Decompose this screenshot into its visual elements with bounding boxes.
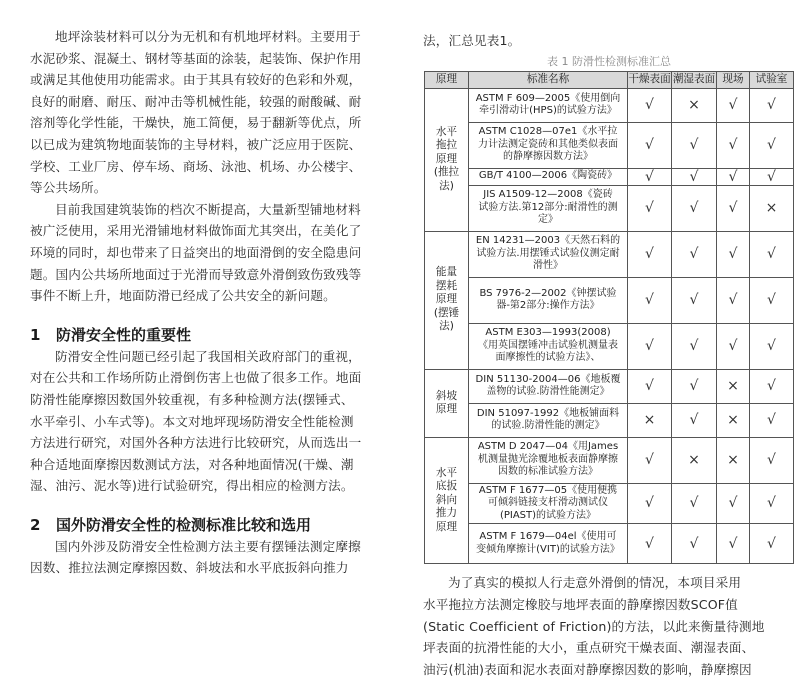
table-row <box>425 168 794 185</box>
wet-surface-mark: √ <box>672 185 717 231</box>
section-title: 防滑安全性的重要性 <box>56 325 192 344</box>
text-line: 环境的同时，却也带来了日益突出的地面滑倒的安全隐患问 <box>30 244 362 260</box>
principle-text: 拖拉 <box>435 139 458 152</box>
principle-text: 斜向 <box>435 493 458 506</box>
paragraph-test-methods <box>30 536 398 579</box>
standard-name-line: DIN 51097-1992《地板铺面料 <box>476 407 620 419</box>
text-line: 题。国内公共场所地面过于光滑而导致意外滑倒致伤致残等 <box>30 266 362 282</box>
text-line: 学校、工业厂房、停车场、商场、泳池、机场、办公楼宇、 <box>30 158 362 174</box>
text-line: 被广泛使用，采用光滑铺地材料做饰面尤其突出，在美化了 <box>30 223 362 239</box>
table-row <box>425 277 794 323</box>
standard-name-line: 因数的标准试验方法》 <box>498 466 598 478</box>
standard-name-cell <box>469 524 628 564</box>
principle-text: 推力 <box>435 507 458 520</box>
header-laboratory: 试验室 <box>750 71 794 88</box>
laboratory-mark: √ <box>750 437 794 483</box>
table-row <box>425 122 794 168</box>
wet-surface-mark: √ <box>672 122 717 168</box>
text-line: 国内外涉及防滑安全性检测方法主要有摆锤法测定摩擦 <box>55 538 361 554</box>
standard-name-line: ASTM F 1679—04el《使用可 <box>479 531 617 543</box>
laboratory-mark: √ <box>750 277 794 323</box>
laboratory-mark: √ <box>750 369 794 403</box>
laboratory-mark: √ <box>750 323 794 369</box>
standard-name-line: 面摩擦性的试验方法》、 <box>495 352 601 364</box>
text-line: 对在公共和工作场所防止滑倒伤害上也做了很多工作。地面 <box>30 370 362 386</box>
wet-surface-mark: √ <box>672 277 717 323</box>
principle-text: 原理 <box>435 152 458 165</box>
principle-cell <box>425 369 469 437</box>
header-dry-surface: 干燥表面 <box>628 71 672 88</box>
wet-surface-mark: × <box>672 437 717 483</box>
text-line: 或满足其他使用功能需求。由于其具有较好的色彩和外观， <box>30 72 362 88</box>
dry-surface-mark: × <box>628 403 672 437</box>
standard-name-line: 定》 <box>538 214 558 226</box>
text-line: 地坪涂装材料可以分为无机和有机地坪材料。主要用于 <box>55 29 361 44</box>
laboratory-mark: √ <box>750 168 794 185</box>
standard-name-cell <box>469 323 628 369</box>
standard-name-line: 的试验.防滑性能的测定》 <box>491 420 605 432</box>
dry-surface-mark: √ <box>628 231 672 277</box>
standard-name-line: 器-第2部分:操作方法》 <box>496 300 600 312</box>
standard-name-line: GB/T 4100—2006《陶瓷砖》 <box>478 170 618 182</box>
table-row <box>425 369 794 403</box>
on-site-mark: √ <box>717 88 750 122</box>
principle-text: 斜坡 <box>435 389 458 402</box>
section-2-heading <box>30 514 398 536</box>
dry-surface-mark: √ <box>628 369 672 403</box>
dry-surface-mark: √ <box>628 277 672 323</box>
laboratory-mark: √ <box>750 403 794 437</box>
text-line: 以已成为建筑物地面装饰的主导材料，被广泛应用于医院、 <box>30 136 362 152</box>
standard-name-line: 滑性》 <box>533 260 563 272</box>
on-site-mark: √ <box>717 277 750 323</box>
laboratory-mark: √ <box>750 483 794 524</box>
principle-text: 原理 <box>435 520 458 533</box>
standard-name-line: EN 14231—2003《天然石料的 <box>475 235 621 247</box>
table-row <box>425 323 794 369</box>
principle-text: 原理 <box>435 403 458 416</box>
text-line: 目前我国建筑装饰的档次不断提高，大量新型铺地材料 <box>55 201 361 217</box>
text-line: 湿、油污、泥水等)进行试验研究，得出相应的检测方法。 <box>30 478 354 494</box>
standard-name-cell <box>469 437 628 483</box>
header-on-site: 现场 <box>717 71 750 88</box>
standard-name-line: 《用英国摆锤冲击试验机测量表 <box>478 339 618 351</box>
header-wet-surface: 潮湿表面 <box>672 71 717 88</box>
standard-name-line: JIS A1509-12—2008《瓷砖 <box>483 189 613 201</box>
laboratory-mark: √ <box>750 231 794 277</box>
left-column <box>30 0 398 579</box>
standard-name-cell <box>469 122 628 168</box>
table-row <box>425 483 794 524</box>
wet-surface-mark: √ <box>672 483 717 524</box>
principle-text: 水平 <box>435 125 458 138</box>
on-site-mark: √ <box>717 483 750 524</box>
paragraph-method-choice <box>423 572 795 680</box>
on-site-mark: × <box>717 437 750 483</box>
standard-name-line: 的静摩擦因数方法》 <box>503 151 593 163</box>
dry-surface-mark: √ <box>628 524 672 564</box>
dry-surface-mark: √ <box>628 88 672 122</box>
text-line: 种合适地面摩擦因数测试方法，对各种地面情况(干燥、潮 <box>30 456 354 472</box>
text-line: 良好的耐磨、耐压、耐冲击等机械性能，较强的耐酸碱、耐 <box>30 93 362 109</box>
table-header-row <box>425 71 794 88</box>
standard-name-line: ASTM F 1677—05《使用便携 <box>478 484 618 496</box>
principle-text: (推拉法) <box>433 166 460 192</box>
on-site-mark: √ <box>717 524 750 564</box>
standard-name-line: 牵引滑动计(HPS)的试验方法》 <box>479 105 617 117</box>
laboratory-mark: √ <box>750 122 794 168</box>
header-standard-name: 标准名称 <box>469 71 628 88</box>
dry-surface-mark: √ <box>628 323 672 369</box>
principle-text: (摆锤法) <box>433 306 460 333</box>
text-line: 为了真实的模拟人行走意外滑倒的情况，本项目采用 <box>448 575 742 591</box>
on-site-mark: × <box>717 403 750 437</box>
text-line: 因数、推拉法测定摩擦因数、斜坡法和水平底扳斜向推力 <box>30 560 349 576</box>
table-row <box>425 403 794 437</box>
text-line: 水泥砂浆、混凝土、钢材等基面的涂装，起装饰、保护作用 <box>30 50 362 66</box>
standard-name-line: ASTM C1028—07e1《水平拉 <box>478 126 618 138</box>
wet-surface-mark: √ <box>672 403 717 437</box>
standard-name-line: 机测量抛光涂覆地板表面静摩擦 <box>478 453 618 465</box>
standard-name-line: DIN 51130-2004—06《地板覆 <box>475 373 621 385</box>
on-site-mark: √ <box>717 231 750 277</box>
standard-name-line: 力计法测定瓷砖和其他类似表面 <box>478 138 618 150</box>
dry-surface-mark: √ <box>628 483 672 524</box>
standard-name-cell <box>469 403 628 437</box>
standard-name-line: 试验方法.第12部分:耐滑性的测 <box>478 201 618 213</box>
standard-name-line: (PIAST)的试验方法》 <box>499 509 597 521</box>
section-title: 国外防滑安全性的检测标准比较和选用 <box>56 515 312 534</box>
principle-cell <box>425 231 469 369</box>
standard-name-line: BS 7976-2—2002《钟摆试验 <box>479 287 617 299</box>
on-site-mark: √ <box>717 168 750 185</box>
dry-surface-mark: √ <box>628 437 672 483</box>
text-line: 油污(机油)表面和泥水表面对静摩擦因数的影响，静摩擦因 <box>423 661 752 677</box>
table-caption: 表 1 防滑性检测标准汇总 <box>547 54 671 68</box>
wet-surface-mark: √ <box>672 168 717 185</box>
continuation-line: 法，汇总见表1。 <box>423 33 521 48</box>
paragraph-floor-coating <box>30 26 398 199</box>
text-line: 水平拖拉方法测定橡胶与地坪表面的静摩擦因数SCOF值 <box>423 596 738 612</box>
right-column <box>423 0 795 680</box>
standard-name-line: 盖物的试验.防滑性能测定》 <box>486 386 610 398</box>
table-row <box>425 231 794 277</box>
standard-name-cell <box>469 88 628 122</box>
text-line: (Static Coefficient of Friction)的方法，以此来衡量待测地 <box>423 618 765 634</box>
standard-name-line: ASTM D 2047—04《用James <box>477 441 619 453</box>
standard-name-cell <box>469 231 628 277</box>
text-line: 防滑安全性问题已经引起了我国相关政府部门的重视， <box>55 348 361 364</box>
text-line: 溶剂等化学性能，干燥快，施工简便，易于翻新等优点，所 <box>30 115 362 131</box>
standard-name-line: 可倾斜链接支杆滑动测试仪 <box>488 497 608 509</box>
text-line: 防滑性能摩擦因数国外较重视，有多种检测方法(摆锤式、 <box>30 391 354 407</box>
standard-name-line: 变倾角摩擦计(VIT)的试验方法》 <box>476 543 620 555</box>
standard-name-line: ASTM F 609—2005《使用倒向 <box>475 92 621 104</box>
on-site-mark: √ <box>717 122 750 168</box>
laboratory-mark: √ <box>750 524 794 564</box>
on-site-mark: √ <box>717 323 750 369</box>
standard-name-line: 试验方法.用摆锤式试验仪测定耐 <box>476 247 620 259</box>
principle-text: 水平 <box>435 466 458 479</box>
text-line: 水平牵引、小车式等)。本文对地坪现场防滑安全性能检测 <box>30 413 354 429</box>
standard-name-line: ASTM E303—1993(2008) <box>485 327 611 339</box>
paragraph-importance <box>30 346 398 497</box>
table-row <box>425 185 794 231</box>
dry-surface-mark: √ <box>628 168 672 185</box>
text-line: 事件不断上升，地面防滑已经成了公共安全的新问题。 <box>30 288 336 304</box>
standards-table <box>424 71 794 565</box>
standard-name-cell <box>469 277 628 323</box>
principle-cell <box>425 88 469 231</box>
section-1-heading <box>30 324 398 346</box>
wet-surface-mark: √ <box>672 231 717 277</box>
section-number: 1 <box>30 325 41 344</box>
wet-surface-mark: √ <box>672 524 717 564</box>
principle-text: 底扳 <box>435 480 458 493</box>
on-site-mark: × <box>717 369 750 403</box>
standard-name-cell <box>469 369 628 403</box>
table-row <box>425 524 794 564</box>
dry-surface-mark: √ <box>628 122 672 168</box>
principle-text: 原理 <box>435 293 458 306</box>
section-number: 2 <box>30 515 41 534</box>
text-line: 坪表面的抗滑性能的大小，重点研究干燥表面、潮湿表面、 <box>423 640 755 656</box>
laboratory-mark: × <box>750 185 794 231</box>
principle-cell <box>425 437 469 564</box>
standard-name-cell <box>469 185 628 231</box>
paragraph-antislip-problem <box>30 199 398 307</box>
text-line: 方法进行研究，对国外各种方法进行比较研究，从而选出一 <box>30 435 362 451</box>
principle-text: 能量 <box>435 266 458 279</box>
table-row <box>425 437 794 483</box>
laboratory-mark: √ <box>750 88 794 122</box>
text-line: 等公共场所。 <box>30 180 107 196</box>
wet-surface-mark: × <box>672 88 717 122</box>
on-site-mark: √ <box>717 185 750 231</box>
wet-surface-mark: √ <box>672 369 717 403</box>
table-row <box>425 88 794 122</box>
header-principle: 原理 <box>425 71 469 88</box>
wet-surface-mark: √ <box>672 323 717 369</box>
standard-name-cell <box>469 168 628 185</box>
dry-surface-mark: √ <box>628 185 672 231</box>
principle-text: 摆耗 <box>435 279 458 292</box>
standard-name-cell <box>469 483 628 524</box>
